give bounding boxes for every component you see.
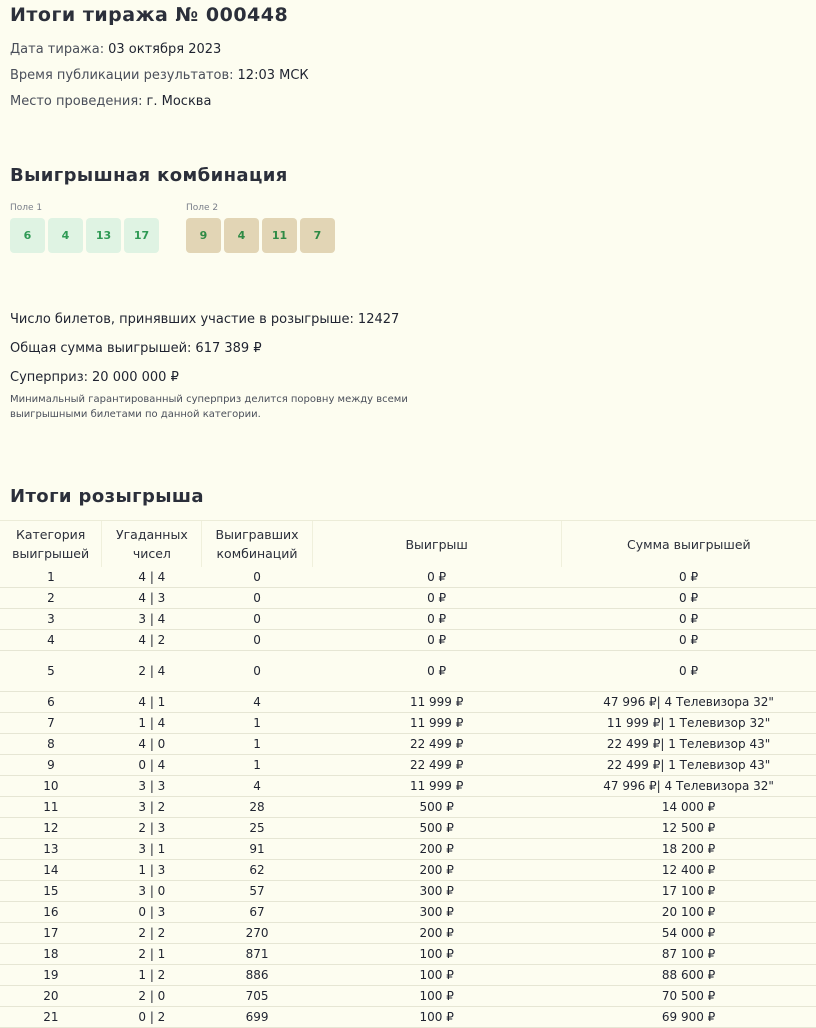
table-row xyxy=(0,755,816,776)
draw-date xyxy=(10,42,221,57)
cell-prize: 500 ₽ xyxy=(312,797,561,818)
cell-category: 20 xyxy=(0,986,102,1007)
cell-winners: 4 xyxy=(202,692,312,713)
cell-matched: 4 | 2 xyxy=(102,630,202,651)
column-header-matched: Угаданных чисел xyxy=(102,521,202,568)
cell-matched: 4 | 4 xyxy=(102,567,202,588)
cell-category: 5 xyxy=(0,651,102,692)
cell-category: 13 xyxy=(0,839,102,860)
cell-matched: 2 | 2 xyxy=(102,923,202,944)
ball: 7 xyxy=(300,218,335,253)
total-winnings-value: 617 389 ₽ xyxy=(195,341,262,356)
cell-category: 18 xyxy=(0,944,102,965)
cell-category: 3 xyxy=(0,609,102,630)
cell-total: 47 996 ₽| 4 Телевизора 32" xyxy=(561,776,816,797)
draw-date-label: Дата тиража: xyxy=(10,42,105,57)
cell-matched: 0 | 2 xyxy=(102,1007,202,1028)
table-row xyxy=(0,881,816,902)
table-header-row xyxy=(0,521,816,568)
results-title: Итоги розыгрыша xyxy=(10,486,204,507)
cell-matched: 3 | 1 xyxy=(102,839,202,860)
cell-winners: 270 xyxy=(202,923,312,944)
total-winnings xyxy=(10,341,262,356)
cell-winners: 0 xyxy=(202,609,312,630)
cell-matched: 2 | 3 xyxy=(102,818,202,839)
table-row xyxy=(0,630,816,651)
ball: 17 xyxy=(124,218,159,253)
cell-category: 16 xyxy=(0,902,102,923)
cell-prize: 300 ₽ xyxy=(312,902,561,923)
cell-winners: 1 xyxy=(202,755,312,776)
page-title: Итоги тиража № 000448 xyxy=(10,4,289,26)
cell-total: 47 996 ₽| 4 Телевизора 32" xyxy=(561,692,816,713)
table-row xyxy=(0,692,816,713)
cell-total: 87 100 ₽ xyxy=(561,944,816,965)
cell-matched: 3 | 4 xyxy=(102,609,202,630)
table-row xyxy=(0,1007,816,1028)
cell-winners: 871 xyxy=(202,944,312,965)
table-row xyxy=(0,944,816,965)
cell-category: 1 xyxy=(0,567,102,588)
cell-category: 21 xyxy=(0,1007,102,1028)
cell-category: 19 xyxy=(0,965,102,986)
total-winnings-label: Общая сумма выигрышей: xyxy=(10,341,192,356)
cell-category: 11 xyxy=(0,797,102,818)
draw-place-value: г. Москва xyxy=(146,94,212,109)
table-row xyxy=(0,839,816,860)
cell-matched: 3 | 3 xyxy=(102,776,202,797)
results-table xyxy=(0,520,816,1028)
field1-balls xyxy=(10,218,159,253)
cell-total: 12 400 ₽ xyxy=(561,860,816,881)
cell-category: 12 xyxy=(0,818,102,839)
table-row xyxy=(0,567,816,588)
table-row xyxy=(0,588,816,609)
cell-matched: 4 | 0 xyxy=(102,734,202,755)
cell-matched: 3 | 0 xyxy=(102,881,202,902)
cell-prize: 100 ₽ xyxy=(312,986,561,1007)
publish-time-value: 12:03 МСК xyxy=(237,68,309,83)
table-row xyxy=(0,713,816,734)
cell-matched: 4 | 1 xyxy=(102,692,202,713)
column-header-prize: Выигрыш xyxy=(312,521,561,568)
cell-total: 0 ₽ xyxy=(561,588,816,609)
cell-winners: 0 xyxy=(202,567,312,588)
cell-prize: 11 999 ₽ xyxy=(312,713,561,734)
table-row xyxy=(0,609,816,630)
cell-total: 20 100 ₽ xyxy=(561,902,816,923)
cell-total: 17 100 ₽ xyxy=(561,881,816,902)
table-row xyxy=(0,818,816,839)
cell-total: 70 500 ₽ xyxy=(561,986,816,1007)
cell-prize: 100 ₽ xyxy=(312,944,561,965)
ball: 9 xyxy=(186,218,221,253)
cell-total: 22 499 ₽| 1 Телевизор 43" xyxy=(561,755,816,776)
cell-prize: 500 ₽ xyxy=(312,818,561,839)
cell-total: 14 000 ₽ xyxy=(561,797,816,818)
table-row xyxy=(0,986,816,1007)
cell-total: 18 200 ₽ xyxy=(561,839,816,860)
cell-prize: 11 999 ₽ xyxy=(312,776,561,797)
cell-prize: 0 ₽ xyxy=(312,567,561,588)
cell-winners: 1 xyxy=(202,734,312,755)
superprize-note: Минимальный гарантированный суперприз делится поровну между всеми выигрышными билетами по данной категории. xyxy=(10,394,408,420)
results-body xyxy=(0,567,816,1028)
column-header-total: Сумма выигрышей xyxy=(561,521,816,568)
cell-winners: 57 xyxy=(202,881,312,902)
cell-matched: 4 | 3 xyxy=(102,588,202,609)
ball: 6 xyxy=(10,218,45,253)
table-row xyxy=(0,776,816,797)
cell-category: 4 xyxy=(0,630,102,651)
cell-prize: 200 ₽ xyxy=(312,923,561,944)
cell-prize: 22 499 ₽ xyxy=(312,755,561,776)
ball: 13 xyxy=(86,218,121,253)
cell-prize: 100 ₽ xyxy=(312,1007,561,1028)
cell-total: 0 ₽ xyxy=(561,567,816,588)
column-header-winners: Выигравших комбинаций xyxy=(202,521,312,568)
cell-prize: 0 ₽ xyxy=(312,651,561,692)
cell-winners: 1 xyxy=(202,713,312,734)
field1-label: Поле 1 xyxy=(10,203,43,213)
cell-category: 14 xyxy=(0,860,102,881)
cell-prize: 11 999 ₽ xyxy=(312,692,561,713)
cell-prize: 22 499 ₽ xyxy=(312,734,561,755)
cell-winners: 67 xyxy=(202,902,312,923)
cell-prize: 300 ₽ xyxy=(312,881,561,902)
tickets-count-label: Число билетов, принявших участие в розыгрыше: xyxy=(10,312,354,327)
ball: 4 xyxy=(48,218,83,253)
cell-matched: 2 | 1 xyxy=(102,944,202,965)
cell-prize: 100 ₽ xyxy=(312,965,561,986)
cell-category: 7 xyxy=(0,713,102,734)
cell-winners: 62 xyxy=(202,860,312,881)
cell-matched: 2 | 0 xyxy=(102,986,202,1007)
publish-time-label: Время публикации результатов: xyxy=(10,68,234,83)
cell-winners: 28 xyxy=(202,797,312,818)
cell-category: 10 xyxy=(0,776,102,797)
table-row xyxy=(0,923,816,944)
cell-winners: 705 xyxy=(202,986,312,1007)
cell-prize: 200 ₽ xyxy=(312,860,561,881)
cell-winners: 0 xyxy=(202,651,312,692)
cell-matched: 1 | 4 xyxy=(102,713,202,734)
cell-winners: 886 xyxy=(202,965,312,986)
cell-total: 88 600 ₽ xyxy=(561,965,816,986)
draw-place-label: Место проведения: xyxy=(10,94,143,109)
cell-prize: 0 ₽ xyxy=(312,609,561,630)
cell-total: 0 ₽ xyxy=(561,609,816,630)
cell-winners: 0 xyxy=(202,630,312,651)
superprize-label: Суперприз: xyxy=(10,370,89,385)
cell-prize: 0 ₽ xyxy=(312,588,561,609)
cell-matched: 3 | 2 xyxy=(102,797,202,818)
superprize-value: 20 000 000 ₽ xyxy=(92,370,179,385)
table-row xyxy=(0,965,816,986)
cell-winners: 4 xyxy=(202,776,312,797)
combination-title: Выигрышная комбинация xyxy=(10,165,288,186)
cell-total: 11 999 ₽| 1 Телевизор 32" xyxy=(561,713,816,734)
field2-label: Поле 2 xyxy=(186,203,219,213)
cell-total: 0 ₽ xyxy=(561,651,816,692)
cell-matched: 0 | 3 xyxy=(102,902,202,923)
tickets-count xyxy=(10,312,399,327)
table-row xyxy=(0,734,816,755)
draw-place xyxy=(10,94,211,109)
cell-prize: 200 ₽ xyxy=(312,839,561,860)
tickets-count-value: 12427 xyxy=(357,312,400,327)
cell-total: 54 000 ₽ xyxy=(561,923,816,944)
cell-category: 8 xyxy=(0,734,102,755)
cell-matched: 2 | 4 xyxy=(102,651,202,692)
field2-balls xyxy=(186,218,335,253)
cell-category: 2 xyxy=(0,588,102,609)
cell-winners: 699 xyxy=(202,1007,312,1028)
cell-winners: 91 xyxy=(202,839,312,860)
ball: 4 xyxy=(224,218,259,253)
table-row xyxy=(0,860,816,881)
table-row xyxy=(0,902,816,923)
publish-time xyxy=(10,68,309,83)
table-row xyxy=(0,651,816,692)
cell-winners: 25 xyxy=(202,818,312,839)
ball: 11 xyxy=(262,218,297,253)
cell-category: 9 xyxy=(0,755,102,776)
cell-winners: 0 xyxy=(202,588,312,609)
cell-matched: 1 | 2 xyxy=(102,965,202,986)
cell-total: 69 900 ₽ xyxy=(561,1007,816,1028)
cell-category: 6 xyxy=(0,692,102,713)
cell-total: 22 499 ₽| 1 Телевизор 43" xyxy=(561,734,816,755)
superprize xyxy=(10,370,179,385)
cell-category: 17 xyxy=(0,923,102,944)
cell-prize: 0 ₽ xyxy=(312,630,561,651)
draw-date-value: 03 октября 2023 xyxy=(108,42,222,57)
cell-category: 15 xyxy=(0,881,102,902)
cell-matched: 0 | 4 xyxy=(102,755,202,776)
cell-total: 12 500 ₽ xyxy=(561,818,816,839)
cell-matched: 1 | 3 xyxy=(102,860,202,881)
cell-total: 0 ₽ xyxy=(561,630,816,651)
column-header-category: Категория выигрышей xyxy=(0,521,102,568)
table-row xyxy=(0,797,816,818)
